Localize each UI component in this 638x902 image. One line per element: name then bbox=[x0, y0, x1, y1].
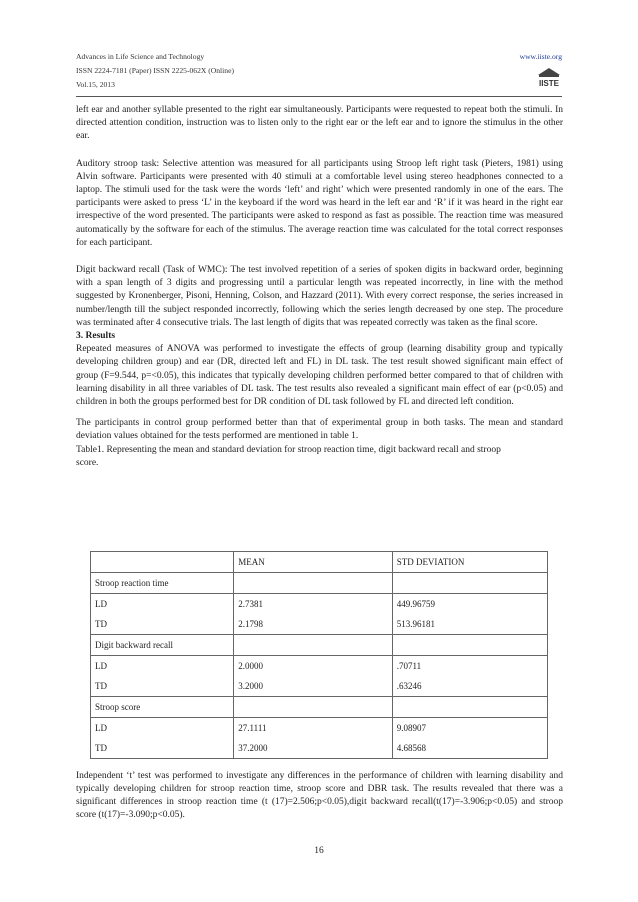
results-table bbox=[90, 551, 548, 759]
article-body-continued bbox=[76, 760, 563, 832]
group-row-digit-backward-recall bbox=[91, 635, 548, 656]
journal-name: Advances in Life Science and Technology bbox=[76, 52, 205, 61]
sd-value: .70711 bbox=[396, 661, 422, 671]
paragraph-control-group: The participants in control group performed better than that of experimental group in both tasks. The mean and standard deviation values obtained for the tests performed are mentioned in table 1. bbox=[76, 418, 563, 442]
row-name-ld: LD bbox=[95, 661, 107, 671]
sd-value: 513.96181 bbox=[396, 619, 435, 629]
mean-value: 2.0000 bbox=[238, 661, 263, 671]
row-name-td: TD bbox=[95, 681, 107, 691]
group-row-stroop-score bbox=[91, 697, 548, 718]
group-row-stroop-reaction-time bbox=[91, 573, 548, 594]
table-caption-continuation: score. bbox=[76, 457, 99, 468]
header-divider bbox=[76, 96, 562, 97]
mean-value: 2.7381 bbox=[238, 599, 263, 609]
row-name-ld: LD bbox=[95, 723, 107, 733]
table-row bbox=[91, 718, 548, 759]
sd-value: 449.96759 bbox=[396, 599, 435, 609]
table-row bbox=[91, 656, 548, 697]
paragraph-anova-results: Repeated measures of ANOVA was performed to investigate the effects of group (learning disability group and typically developing children group) and ear (DR, directed left and FL) in DL task. The test result showed significant main effect of group (F=9.544, p=<0.05), this indicates that typically developing children performed better compared to that of children with learning disability in all three variables of DL task. The test results also revealed a significant main effect of ear (p<0.05) and children in both the groups performed best for DR condition of DL task followed by FL and directed left condition. bbox=[76, 344, 563, 408]
mean-value: 2.1798 bbox=[238, 619, 263, 629]
sd-value: 4.68568 bbox=[396, 743, 426, 753]
logo-text: IISTE bbox=[538, 79, 560, 88]
header-cell-mean: MEAN bbox=[234, 552, 392, 573]
table-header-row bbox=[91, 552, 548, 573]
sd-value: 9.08907 bbox=[396, 723, 426, 733]
group-label: Stroop score bbox=[91, 697, 234, 718]
sd-value: .63246 bbox=[396, 681, 422, 691]
mean-value: 3.2000 bbox=[238, 681, 263, 691]
paragraph-dichotic-listening: left ear and another syllable presented to the right ear simultaneously. Participants were requested to repeat both the stimuli. In directed attention condition, instruction was to listen only to the right ear or the left ear and to ignore the stimulus in the other ear. bbox=[76, 105, 563, 142]
table-caption: Table1. Representing the mean and standard deviation for stroop reaction time, digit backward recall and stroop bbox=[76, 444, 501, 455]
mean-value: 37.2000 bbox=[238, 743, 268, 753]
header-cell-blank bbox=[91, 552, 234, 573]
running-header bbox=[76, 50, 562, 92]
mean-value: 27.1111 bbox=[238, 723, 267, 733]
journal-volume: Vol.15, 2013 bbox=[76, 80, 115, 89]
paragraph-digit-backward-recall: Digit backward recall (Task of WMC): The test involved repetition of a series of spoken digits in backward order, beginning with a span length of 3 digits and progressing until a particular length was repeated incorrectly, in line with the method suggested by Kronenberger, Pisoni, Henning, Colson, and Hazzard (2011). With every correct response, the series increased in number/length till the subject responded incorrectly, following which the series length decreased by one step. The procedure was terminated after 4 consecutive trials. The last length of digits that was repeated correctly was taken as the final score. bbox=[76, 265, 563, 328]
article-body bbox=[76, 104, 563, 470]
paragraph-t-test: Independent ‘t’ test was performed to investigate any differences in the performance of children with learning disability and typically developing children for stroop reaction time, stroop score and DBR task. The results revealed that there was a significant differences in stroop reaction time (t (17)=2.506;p<0.05),digit backward recall(t(17)=-3.906;p<0.05) and stroop score (t(17)=-3.090;p<0.05). bbox=[76, 770, 563, 821]
section-heading-results: 3. Results bbox=[76, 331, 116, 342]
page-number: 16 bbox=[314, 846, 324, 856]
journal-url-link[interactable]: www.iiste.org bbox=[519, 52, 562, 61]
group-label: Stroop reaction time bbox=[91, 573, 234, 594]
iiste-logo bbox=[536, 66, 562, 88]
header-cell-std-deviation: STD DEVIATION bbox=[392, 552, 547, 573]
journal-issn: ISSN 2224-7181 (Paper) ISSN 2225-062X (Online) bbox=[76, 66, 234, 75]
row-name-td: TD bbox=[95, 743, 107, 753]
table-row bbox=[91, 594, 548, 635]
row-name-ld: LD bbox=[95, 599, 107, 609]
paragraph-auditory-stroop: Auditory stroop task: Selective attention was measured for all participants using Stroop left right task (Pieters, 1981) using Alvin software. Participants were presented with 40 stimuli at a comfortable level using stereo headphones connected to a laptop. The stimuli used for the task were the words ‘left’ and right’ which were presented randomly in one of the ears. The participants were asked to press ‘L’ in the keyboard if the word was heard in the left ear and ‘R’ if it was heard in the right ear irrespective of the word presented. The participants were asked to respond as fast as possible. The reaction time was measured automatically by the software for each of the stimulus. The average reaction time was calculated for the total correct responses for each participant. bbox=[76, 158, 563, 248]
group-label: Digit backward recall bbox=[91, 635, 234, 656]
row-name-td: TD bbox=[95, 619, 107, 629]
